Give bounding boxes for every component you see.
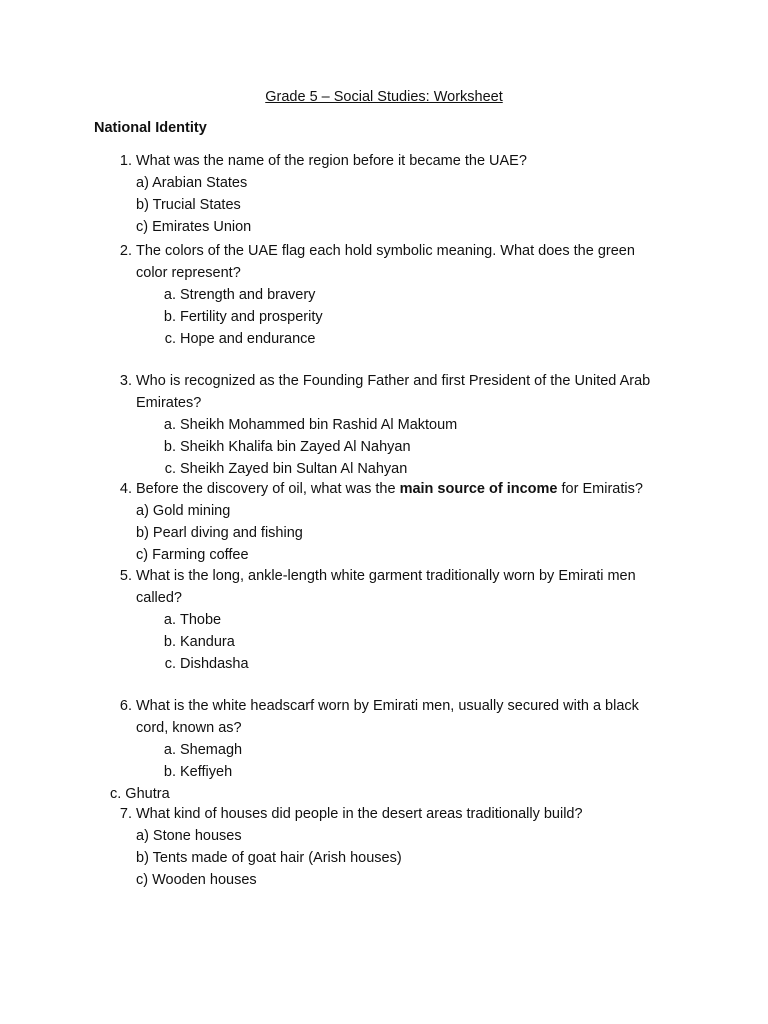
question-text-line: cord, known as? <box>136 720 242 736</box>
question-text <box>136 478 670 500</box>
option-letter: c. <box>164 331 176 347</box>
answer-option: c) Farming coffee <box>136 547 249 563</box>
option-letter: a. <box>163 742 176 758</box>
question-number: 6. <box>119 698 132 714</box>
question-1 <box>110 150 670 238</box>
question-7 <box>110 803 670 891</box>
answer-option <box>163 761 670 783</box>
answer-option: b) Pearl diving and fishing <box>136 525 303 541</box>
option-text: Strength and bravery <box>180 287 316 303</box>
question-number: 7. <box>119 806 132 822</box>
answer-option <box>163 306 670 328</box>
question-2 <box>110 240 670 350</box>
question-text-end: for Emiratis? <box>557 481 643 497</box>
question-5 <box>110 565 670 675</box>
page-title: Grade 5 – Social Studies: Worksheet <box>265 89 503 105</box>
question-text: What was the name of the region before it became the UAE? <box>136 153 527 169</box>
question-text-line: Who is recognized as the Founding Father and first President of the United Arab <box>136 373 651 389</box>
answer-option: b) Trucial States <box>136 197 241 213</box>
question-3 <box>110 370 670 480</box>
option-letter: a. <box>163 417 176 433</box>
question-6 <box>110 695 670 805</box>
question-text-line: The colors of the UAE flag each hold symbolic meaning. What does the green <box>136 243 635 259</box>
answer-option: b) Tents made of goat hair (Arish houses) <box>136 850 402 866</box>
option-letter: c. <box>164 656 176 672</box>
option-text: Sheikh Zayed bin Sultan Al Nahyan <box>180 461 408 477</box>
answer-option <box>163 609 670 631</box>
option-text: Kandura <box>180 634 235 650</box>
option-letter: b. <box>163 634 176 650</box>
option-text: Thobe <box>180 612 222 628</box>
question-number: 3. <box>119 373 132 389</box>
answer-option: c) Emirates Union <box>136 219 252 235</box>
answer-option: a) Gold mining <box>136 503 231 519</box>
answer-option <box>163 284 670 306</box>
option-text: Keffiyeh <box>180 764 233 780</box>
question-text-line: called? <box>136 590 182 606</box>
option-letter: b. <box>163 309 176 325</box>
option-text: Dishdasha <box>180 656 249 672</box>
question-4 <box>110 478 670 566</box>
question-number: 4. <box>119 481 132 497</box>
option-letter: a. <box>163 612 176 628</box>
option-text: Fertility and prosperity <box>180 309 323 325</box>
option-letter: b. <box>163 439 176 455</box>
answer-option: a) Stone houses <box>136 828 242 844</box>
answer-option: c) Wooden houses <box>136 872 257 888</box>
answer-option <box>163 414 670 436</box>
option-letter: a. <box>163 287 176 303</box>
question-text-line: Emirates? <box>136 395 202 411</box>
question-text-emphasis: main source of income <box>399 481 558 497</box>
answer-option: a) Arabian States <box>136 175 248 191</box>
answer-option <box>164 458 670 480</box>
answer-option <box>163 631 670 653</box>
answer-option <box>163 739 670 761</box>
question-text: What kind of houses did people in the desert areas traditionally build? <box>136 806 583 822</box>
question-text-line: color represent? <box>136 265 241 281</box>
question-number: 1. <box>119 153 132 169</box>
question-text-line: What is the white headscarf worn by Emirati men, usually secured with a black <box>136 698 639 714</box>
option-letter: c. <box>164 461 176 477</box>
question-number: 5. <box>119 568 132 584</box>
option-text: Sheikh Mohammed bin Rashid Al Maktoum <box>180 417 458 433</box>
option-letter: b. <box>163 764 176 780</box>
option-text: Sheikh Khalifa bin Zayed Al Nahyan <box>180 439 411 455</box>
answer-option <box>164 653 670 675</box>
answer-option: c. Ghutra <box>110 786 170 802</box>
section-heading: National Identity <box>94 120 207 136</box>
question-number: 2. <box>119 243 132 259</box>
question-text-start: Before the discovery of oil, what was the <box>136 481 400 497</box>
option-text: Hope and endurance <box>180 331 316 347</box>
answer-option <box>163 436 670 458</box>
option-text: Shemagh <box>180 742 243 758</box>
answer-option <box>164 328 670 350</box>
question-text-line: What is the long, ankle-length white garment traditionally worn by Emirati men <box>136 568 636 584</box>
